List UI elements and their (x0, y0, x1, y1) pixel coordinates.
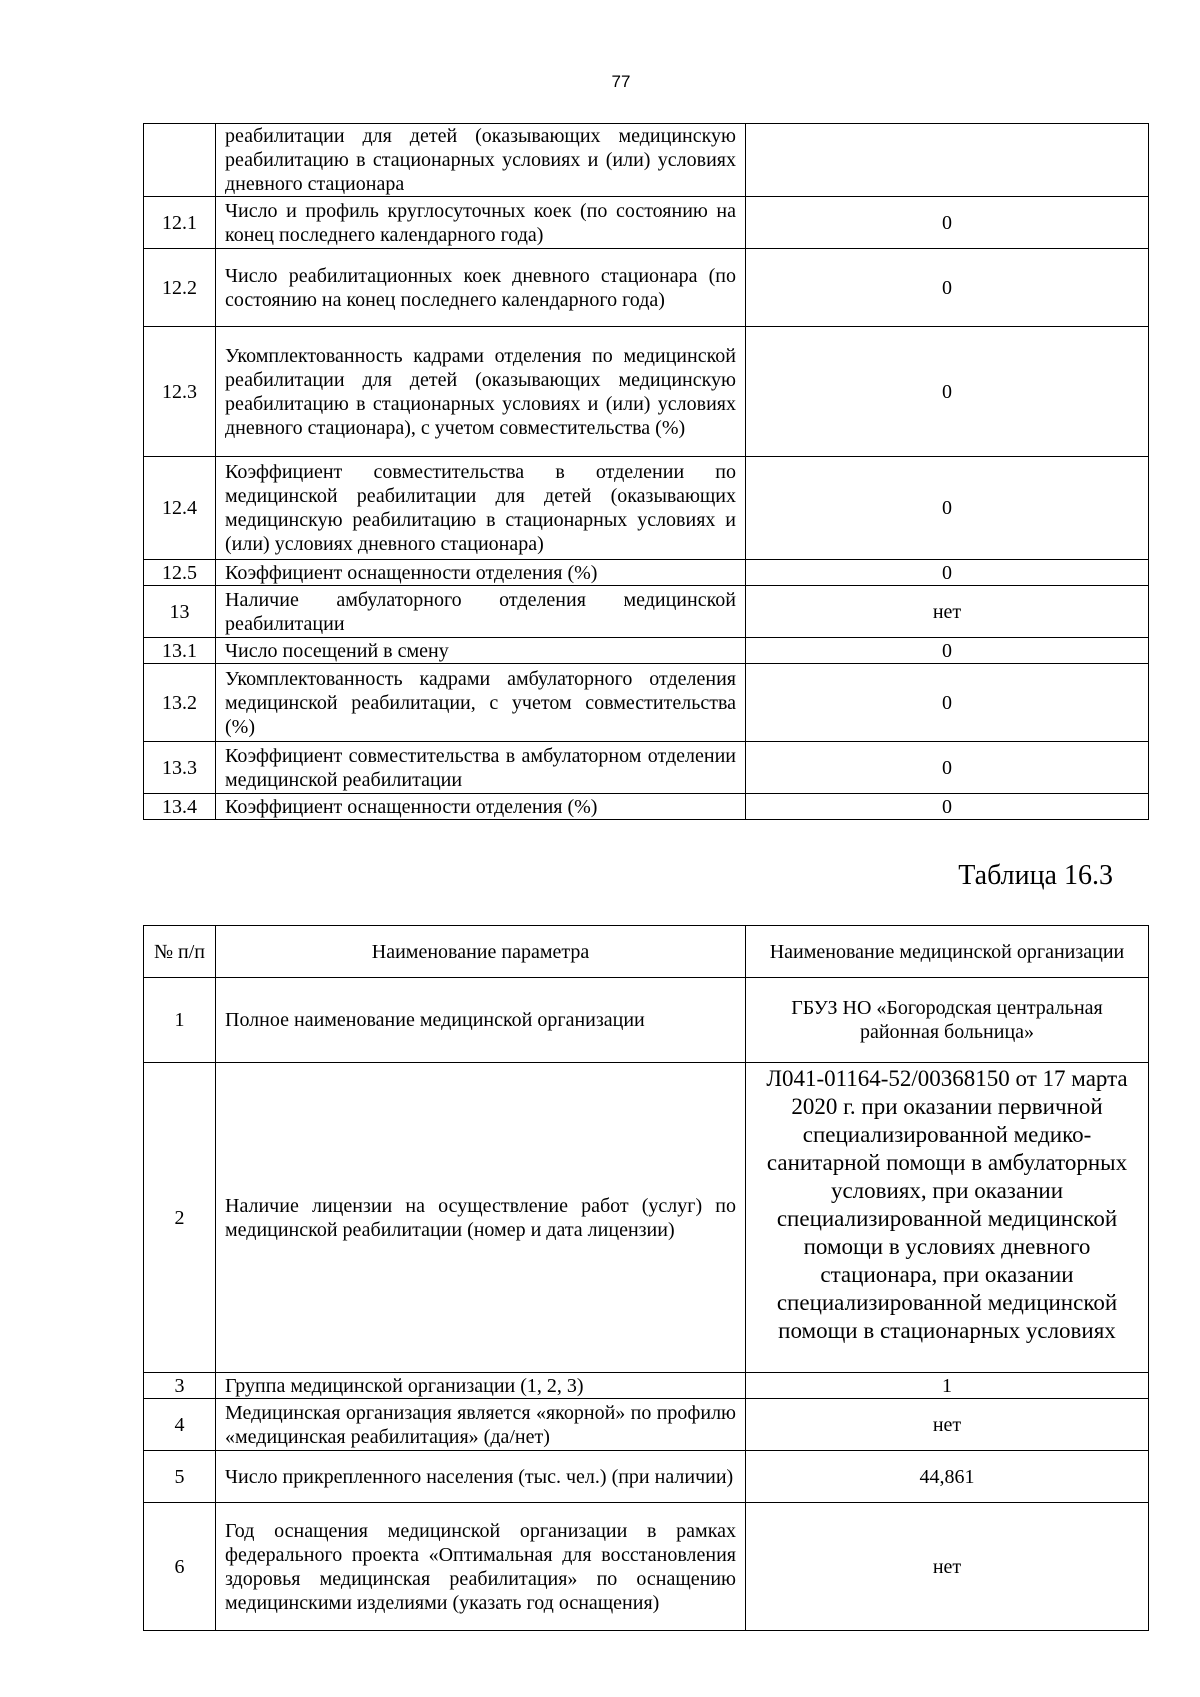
table-row (144, 586, 1149, 638)
parameter-value: 1 (746, 1373, 1149, 1399)
table-row (144, 978, 1149, 1063)
table-row (144, 638, 1149, 664)
row-number: 13.2 (144, 664, 216, 742)
parameter-name: Медицинская организация является «якорной» по профилю «медицинская реабилитация» (да/нет) (216, 1399, 746, 1451)
parameter-value: нет (746, 1399, 1149, 1451)
parameter-value (746, 124, 1149, 197)
parameter-name: Коэффициент оснащенности отделения (%) (216, 560, 746, 586)
parameter-value: 0 (746, 197, 1149, 249)
parameter-name: Число прикрепленного населения (тыс. чел.) (при наличии) (216, 1451, 746, 1503)
row-number: 5 (144, 1451, 216, 1503)
header-parameter: Наименование параметра (216, 926, 746, 978)
parameter-value: 0 (746, 664, 1149, 742)
parameter-value: ГБУЗ НО «Богородская центральная районная больница» (746, 978, 1149, 1063)
medical-organization-table (143, 925, 1149, 1631)
table-header-row (144, 926, 1149, 978)
parameter-name: Группа медицинской организации (1, 2, 3) (216, 1373, 746, 1399)
parameter-name: Наличие амбулаторного отделения медицинской реабилитации (216, 586, 746, 638)
row-number: 13.3 (144, 742, 216, 794)
row-number: 3 (144, 1373, 216, 1399)
parameter-name: Наличие лицензии на осуществление работ (услуг) по медицинской реабилитации (номер и дата лицензии) (216, 1063, 746, 1373)
table-row (144, 794, 1149, 820)
row-number: 13 (144, 586, 216, 638)
parameter-value: нет (746, 586, 1149, 638)
row-number: 12.5 (144, 560, 216, 586)
parameter-name: реабилитации для детей (оказывающих медицинскую реабилитацию в стационарных условиях и (или) условиях дневного стационара (216, 124, 746, 197)
parameter-value: 0 (746, 327, 1149, 457)
rehab-parameters-table-continued (143, 123, 1149, 820)
row-number: 4 (144, 1399, 216, 1451)
parameter-value: нет (746, 1503, 1149, 1631)
parameter-name: Укомплектованность кадрами отделения по медицинской реабилитации для детей (оказывающих медицинскую реабилитацию в стационарных условиях и (или) условиях дневного стационара), с учетом совместительства (%) (216, 327, 746, 457)
header-number: № п/п (144, 926, 216, 978)
row-number: 12.1 (144, 197, 216, 249)
parameter-value: 44,861 (746, 1451, 1149, 1503)
parameter-value: 0 (746, 249, 1149, 327)
row-number: 13.4 (144, 794, 216, 820)
parameter-value: 0 (746, 638, 1149, 664)
table-row (144, 124, 1149, 197)
table-row (144, 560, 1149, 586)
table-row (144, 1373, 1149, 1399)
row-number (144, 124, 216, 197)
parameter-name: Коэффициент совместительства в отделении по медицинской реабилитации для детей (оказывающих медицинскую реабилитацию в стационарных условиях и (или) условиях дневного стационара) (216, 457, 746, 560)
table-row (144, 457, 1149, 560)
table-caption: Таблица 16.3 (958, 860, 1113, 891)
parameter-value: 0 (746, 794, 1149, 820)
row-number: 2 (144, 1063, 216, 1373)
parameter-value: 0 (746, 742, 1149, 794)
table-row (144, 197, 1149, 249)
parameter-value: 0 (746, 560, 1149, 586)
row-number: 1 (144, 978, 216, 1063)
row-number: 6 (144, 1503, 216, 1631)
table-row (144, 742, 1149, 794)
table-row (144, 1503, 1149, 1631)
table-row (144, 1451, 1149, 1503)
parameter-name: Число и профиль круглосуточных коек (по состоянию на конец последнего календарного года) (216, 197, 746, 249)
parameter-name: Число посещений в смену (216, 638, 746, 664)
header-organization: Наименование медицинской организации (746, 926, 1149, 978)
parameter-name: Полное наименование медицинской организации (216, 978, 746, 1063)
row-number: 12.4 (144, 457, 216, 560)
page-number: 77 (611, 72, 631, 91)
table-row (144, 1063, 1149, 1373)
parameter-name: Год оснащения медицинской организации в рамках федерального проекта «Оптимальная для восстановления здоровья медицинская реабилитация» по оснащению медицинскими изделиями (указать год оснащения) (216, 1503, 746, 1631)
parameter-name: Число реабилитационных коек дневного стационара (по состоянию на конец последнего календарного года) (216, 249, 746, 327)
row-number: 12.2 (144, 249, 216, 327)
license-value: Л041-01164-52/00368150 от 17 марта 2020 г. при оказании первичной специализированной медико-санитарной помощи в амбулаторных условиях, при оказании специализированной медицинской помощи в условиях дневного стационара, при оказании специализированной медицинской помощи в стационарных условиях (746, 1063, 1149, 1373)
row-number: 12.3 (144, 327, 216, 457)
table-row (144, 327, 1149, 457)
table-row (144, 664, 1149, 742)
row-number: 13.1 (144, 638, 216, 664)
table-row (144, 249, 1149, 327)
parameter-name: Коэффициент оснащенности отделения (%) (216, 794, 746, 820)
parameter-name: Коэффициент совместительства в амбулаторном отделении медицинской реабилитации (216, 742, 746, 794)
table-row (144, 1399, 1149, 1451)
parameter-name: Укомплектованность кадрами амбулаторного отделения медицинской реабилитации, с учетом совместительства (%) (216, 664, 746, 742)
parameter-value: 0 (746, 457, 1149, 560)
